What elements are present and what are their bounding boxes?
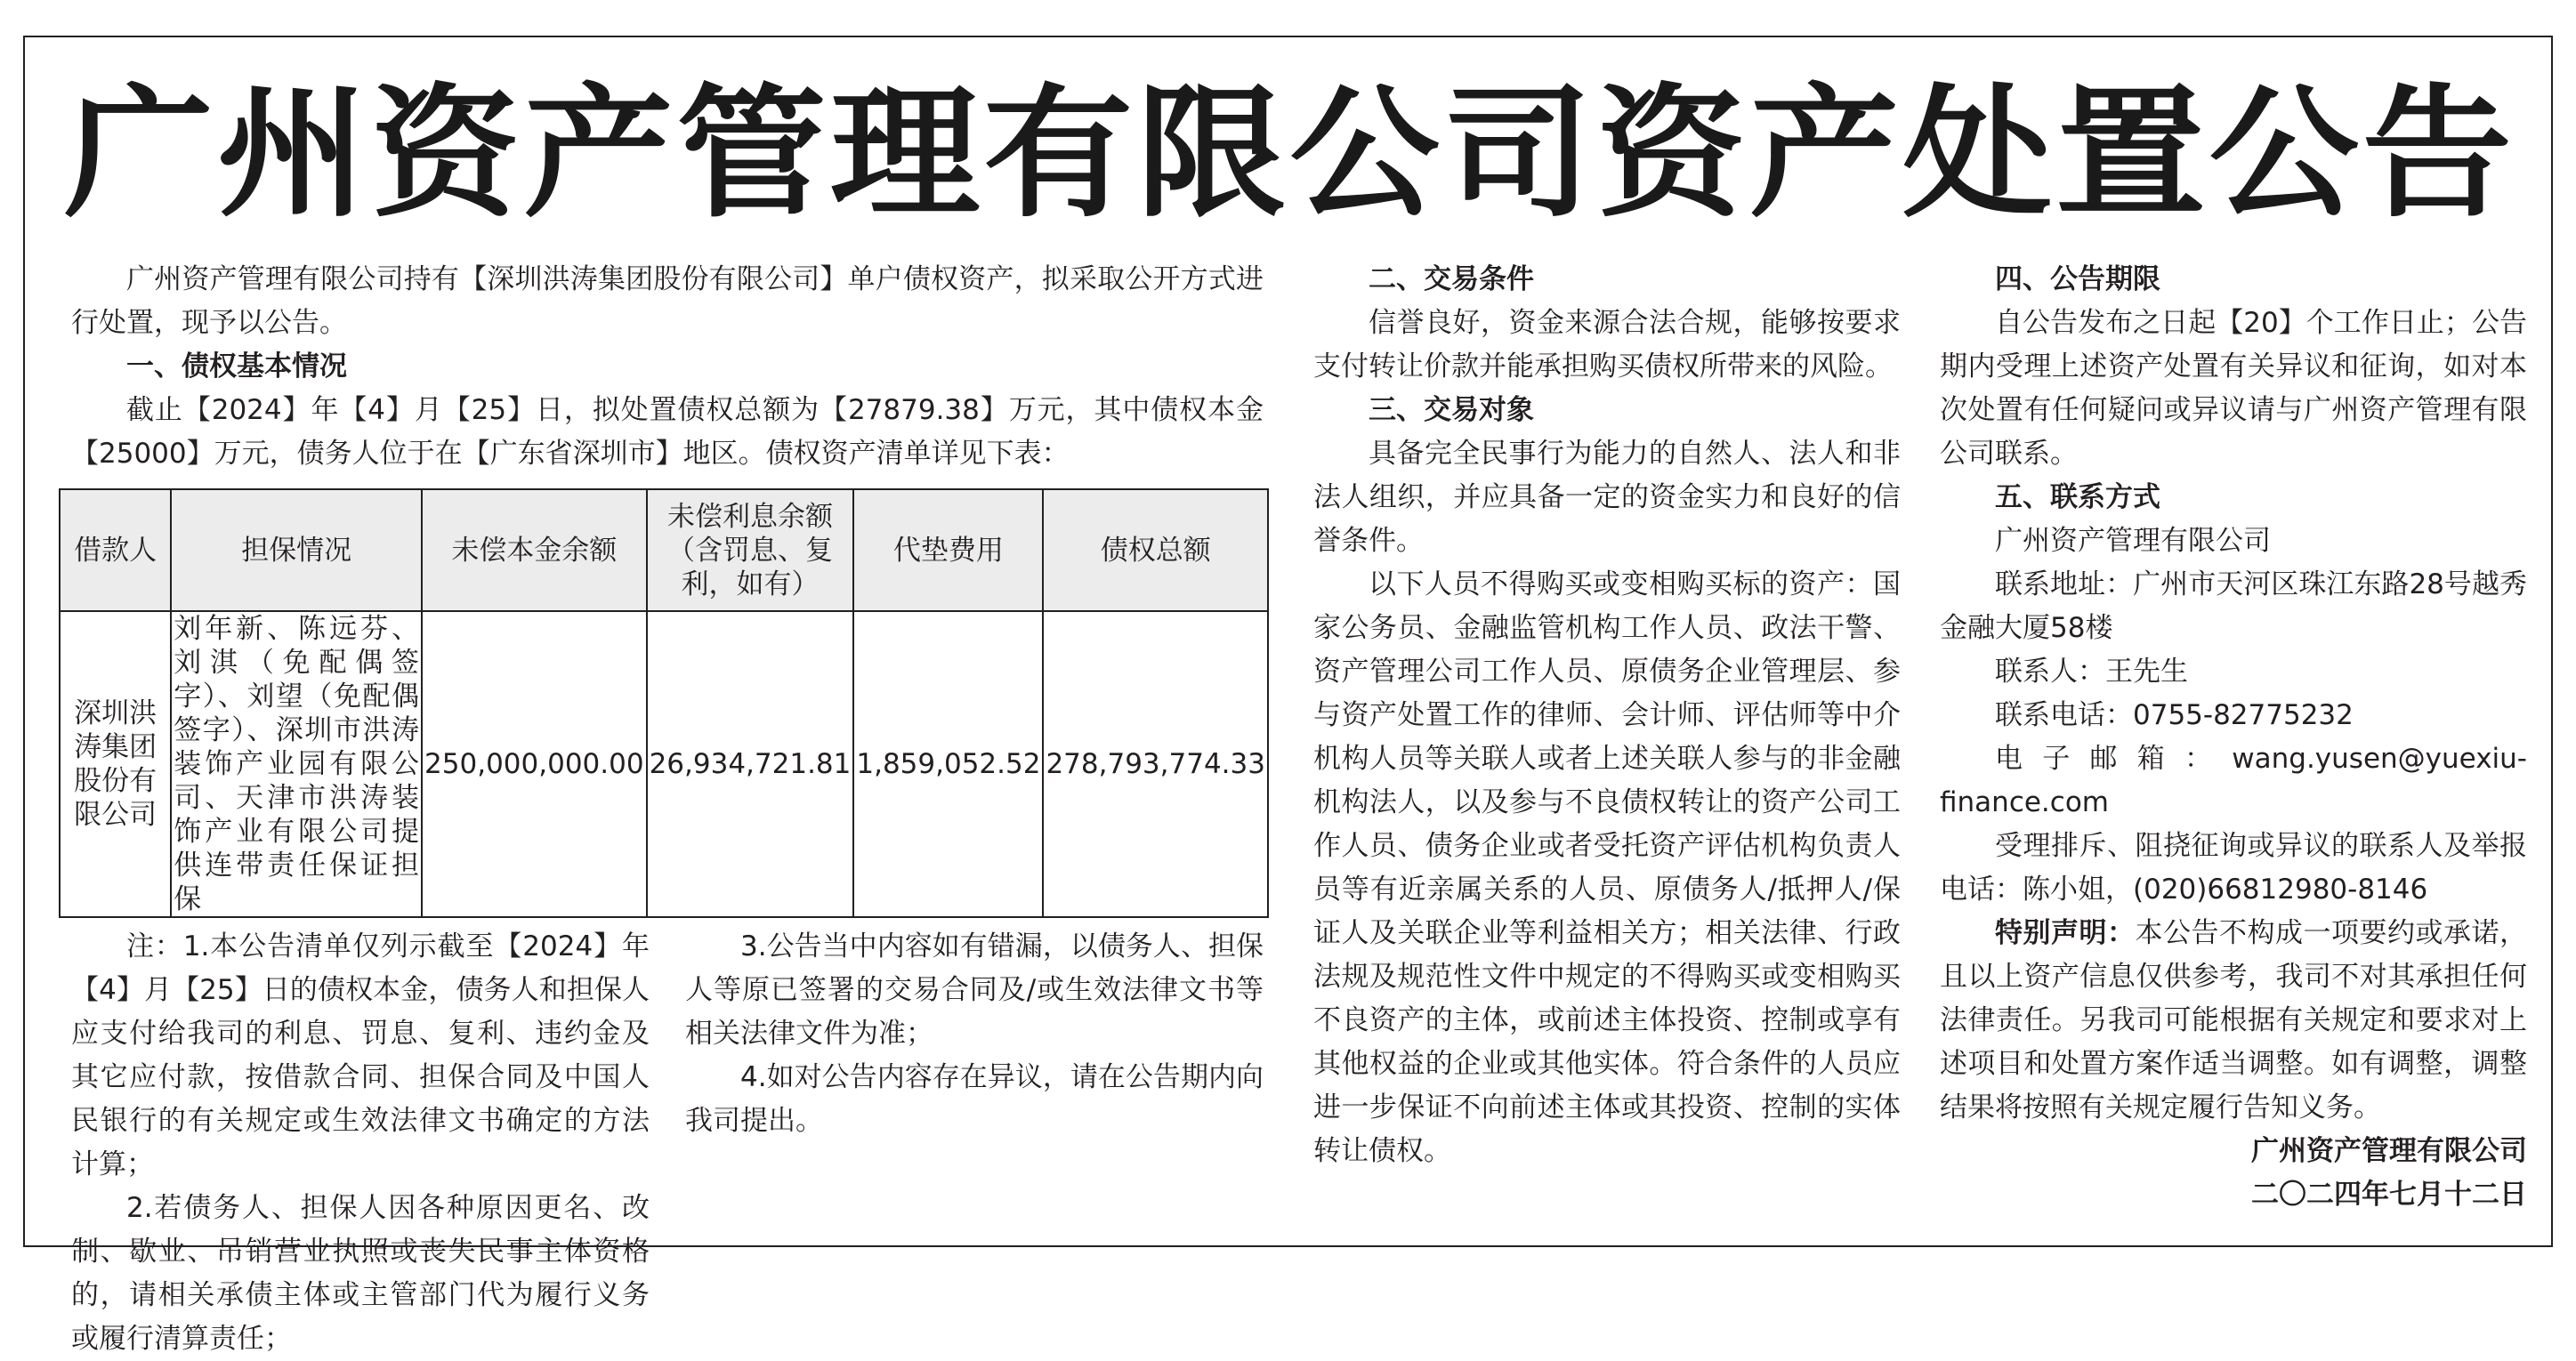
section5-heading: 五、联系方式: [1995, 481, 2160, 513]
cell-borrower: 深圳洪涛集团股份有限公司: [60, 611, 171, 917]
note-4: 4.如对公告内容存在异议，请在公告期内向我司提出。: [685, 1061, 1264, 1137]
note-2: 2.若债务人、担保人因各种原因更名、改制、歇业、吊销营业执照或丧失民事主体资格的，请相关承债主体或主管部门代为履行义务或履行清算责任；: [71, 1192, 650, 1355]
statement-label: 特别声明：: [1995, 917, 2136, 949]
statement-text: 本公告不构成一项要约或承诺，且以上资产信息仅供参考，我司不对其承担任何法律责任。另我司可能根据有关规定和要求对上述项目和处置方案作适当调整。如有调整，调整结果将按照有关规定履行告知义务。: [1940, 917, 2527, 1123]
signature-company: 广州资产管理有限公司: [2251, 1135, 2527, 1167]
header-borrower: 借款人: [60, 489, 171, 611]
section3-heading: 三、交易对象: [1369, 394, 1534, 426]
note-1: 注：1.本公告清单仅列示截至【2024】年【4】月【25】日的债权本金，债务人和担保人应支付给我司的利息、罚息、复利、违约金及其它应付款，按借款合同、担保合同及中国人民银行的有关规定或生效法律文书确定的方法计算；: [71, 930, 650, 1180]
intro-paragraph: 广州资产管理有限公司持有【深圳洪涛集团股份有限公司】单户债权资产，拟采取公开方式进行处置，现予以公告。: [71, 263, 1264, 339]
contact-phone: 联系电话：0755-82775232: [1995, 699, 2354, 731]
table-header-row: [60, 489, 1268, 611]
column-3: [1313, 258, 1901, 1173]
cell-advances: 1,859,052.52: [853, 611, 1043, 917]
column-4: [1940, 258, 2527, 1217]
cell-interest: 26,934,721.81: [647, 611, 854, 917]
section2-text: 信誉良好，资金来源合法合规，能够按要求支付转让价款并能承担购买债权所带来的风险。: [1313, 307, 1901, 383]
cell-guarantee: 刘年新、陈远芬、刘淇（免配偶签字）、刘望（免配偶签字）、深圳市洪涛装饰产业园有限公司、天津市洪涛装饰产业有限公司提供连带责任保证担保: [171, 611, 422, 917]
debt-table: [59, 488, 1269, 918]
cell-total: 278,793,774.33: [1043, 611, 1268, 917]
section4-text: 自公告发布之日起【20】个工作日止；公告期内受理上述资产处置有关异议和征询，如对本次处置有任何疑问或异议请与广州资产管理有限公司联系。: [1940, 307, 2527, 470]
special-statement: [1940, 912, 2527, 1130]
notes-column-left: [71, 925, 650, 1361]
section3-text-1: 具备完全民事行为能力的自然人、法人和非法人组织，并应具备一定的资金实力和良好的信誉条件。: [1313, 438, 1901, 557]
contact-person: 联系人：王先生: [1995, 656, 2188, 688]
section1-heading: 一、债权基本情况: [126, 350, 347, 383]
section1-text: 截止【2024】年【4】月【25】日，拟处置债权总额为【27879.38】万元，其中债权本金【25000】万元，债务人位于在【广东省深圳市】地区。债权资产清单详见下表：: [71, 394, 1264, 470]
signature-date: 二〇二四年七月十二日: [2251, 1179, 2527, 1211]
column-1: [71, 258, 1264, 918]
report-contact: 受理排斥、阻挠征询或异议的联系人及举报电话：陈小姐，(020)66812980-8146: [1940, 830, 2527, 906]
header-interest: 未偿利息余额（含罚息、复利，如有）: [647, 489, 854, 611]
notes-column-right: [685, 925, 1264, 1143]
table-row: [60, 611, 1268, 917]
header-guarantee: 担保情况: [171, 489, 422, 611]
header-principal: 未偿本金余额: [422, 489, 647, 611]
section3-text-2: 以下人员不得购买或变相购买标的资产：国家公务员、金融监管机构工作人员、政法干警、资产管理公司工作人员、原债务企业管理层、参与资产处置工作的律师、会计师、评估师等中介机构人员等关联人或者上述关联人参与的非金融机构法人，以及参与不良债权转让的资产公司工作人员、债务企业或者受托资产评估机构负责人员等有近亲属关系的人员、原债务人/抵押人/保证人及关联企业等利益相关方；相关法律、行政法规及规范性文件中规定的不得购买或变相购买不良资产的主体，或前述主体投资、控制或享有其他权益的企业或其他实体。符合条件的人员应进一步保证不向前述主体或其投资、控制的实体转让债权。: [1313, 568, 1901, 1167]
section2-heading: 二、交易条件: [1369, 263, 1534, 295]
section4-heading: 四、公告期限: [1995, 263, 2160, 295]
contact-address: 联系地址：广州市天河区珠江东路28号越秀金融大厦58楼: [1940, 568, 2527, 644]
header-advances: 代垫费用: [853, 489, 1043, 611]
contact-company: 广州资产管理有限公司: [1995, 525, 2271, 557]
page-title: 广州资产管理有限公司资产处置公告: [63, 69, 2516, 237]
note-3: 3.公告当中内容如有错漏，以债务人、担保人等原已签署的交易合同及/或生效法律文书等相关法律文件为准；: [685, 930, 1264, 1050]
cell-principal: 250,000,000.00: [422, 611, 647, 917]
header-total: 债权总额: [1043, 489, 1268, 611]
contact-email: 电子邮箱：wang.yusen@yuexiu-finance.com: [1940, 743, 2527, 818]
